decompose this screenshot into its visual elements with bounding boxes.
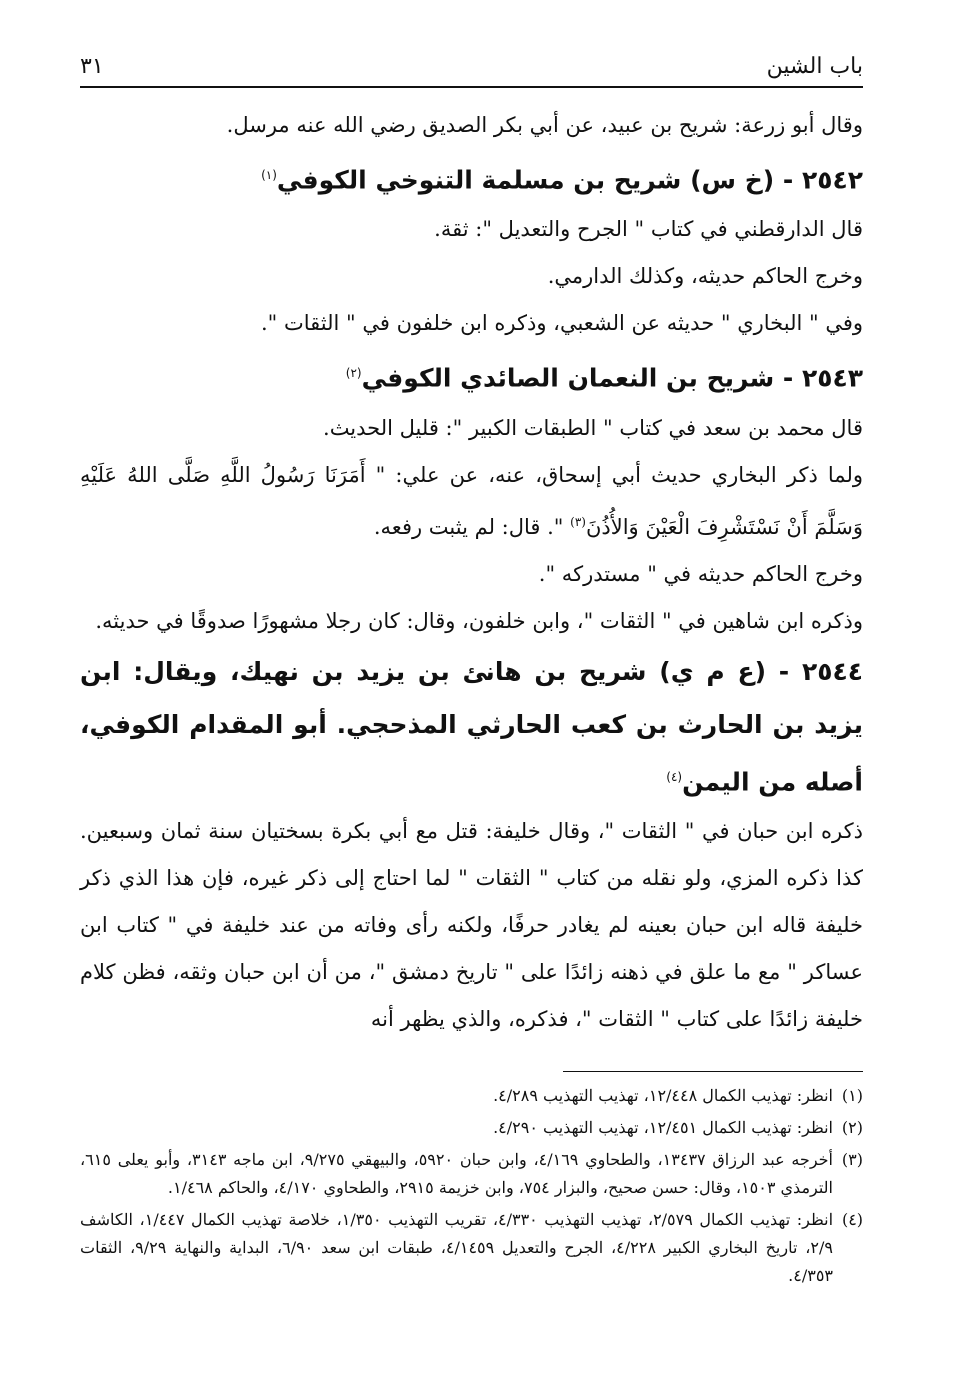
paragraph xyxy=(80,452,863,551)
footnote-number: (٣) xyxy=(841,1149,863,1169)
paragraph: قال محمد بن سعد في كتاب " الطبقات الكبير ": قليل الحديث. xyxy=(323,415,863,440)
footnote-separator xyxy=(563,1071,863,1072)
footnote-number: (٤) xyxy=(841,1209,864,1229)
paragraph: وقال أبو زرعة: شريح بن عبيد، عن أبي بكر الصديق رضي الله عنه مرسل. xyxy=(226,113,863,137)
entry-heading-2542 xyxy=(80,149,863,206)
footnote xyxy=(80,1082,863,1110)
footnote-text: انظر: تهذيب الكمال ١٢/٤٤٨، تهذيب التهذيب ٤/٢٨٩. xyxy=(493,1085,833,1105)
paragraph-text: ولما ذكر البخاري حديث أبي إسحاق، عنه، عن علي: " أَمَرَنَا رَسُولُ اللَّهِ صَلَّى اللهُ عَلَيْهِ وَسَلَّمَ أَنْ نَسْتَشْرِفَ الْعَيْنَ وَالأُذُنَ xyxy=(80,462,863,539)
page-header xyxy=(80,52,863,88)
paragraph: وذكره ابن شاهين في " الثقات "، وابن خلفون، وقال: كان رجلا مشهورًا صدوقًا في حديثه. xyxy=(95,608,863,633)
footnote xyxy=(80,1146,863,1202)
paragraph-text: ". قال: لم يثبت رفعه. xyxy=(373,514,571,539)
paragraph: ذكره ابن حبان في " الثقات "، وقال خليفة: قتل مع أبي بكرة بسختيان سنة ثمان وسبعين. كذا ذكره المزي، ولو نقله من كتاب " الثقات " لما احتاج إلى ذكر غيره، فإن هذا الذي ذكر خليفة قاله ابن حبان بعينه لم يغادر حرفًا، ولكنه رأى وفاته من عند خليفة في " كتاب ابن عساكر " مع ما علق في ذهنه زائدًا على " تاريخ دمشق "، من أن ابن حبان وثقه، فظن كلام خليفة زائدًا على كتاب " الثقات "، فذكره، والذي يظهر أنه xyxy=(80,818,863,1031)
footnote-number: (١) xyxy=(841,1085,863,1105)
paragraph: وخرج الحاكم حديثه في " مستدركه ". xyxy=(538,561,863,586)
footnote-text: انظر: تهذيب الكمال ٢/٥٧٩، تهذيب التهذيب ٤/٣٣٠، تقريب التهذيب ١/٣٥٠، خلاصة تهذيب الكمال ١/٤٤٧، الكاشف ٢/٩، تاريخ البخاري الكبير ٤/٢٢٨، الجرح والتعديل ٤/١٤٥٩، طبقات ابن سعد ٦/٩٠، البداية والنهاية ٩/٢٩، الثقات ٤/٣٥٣. xyxy=(80,1209,834,1285)
paragraph: قال الدارقطني في كتاب " الجرح والتعديل ": ثقة. xyxy=(434,217,863,242)
footnote-ref: (١) xyxy=(261,168,277,182)
footnote-ref: (٢) xyxy=(345,366,362,381)
footnote xyxy=(80,1206,863,1290)
chapter-title: باب الشين xyxy=(766,54,863,79)
footnote xyxy=(80,1114,863,1142)
page-number: ٣١ xyxy=(80,54,104,79)
entry-title: ٢٥٤٣ - شريح بن النعمان الصائدي الكوفي xyxy=(361,363,863,393)
entry-heading-2544 xyxy=(80,645,863,808)
footnote-text: انظر: تهذيب الكمال ١٢/٤٥١، تهذيب التهذيب ٤/٢٩٠. xyxy=(493,1117,833,1137)
paragraph: وخرج الحاكم حديثه، وكذلك الدارمي. xyxy=(547,264,863,289)
entry-heading-2543 xyxy=(80,347,863,404)
paragraph: وفي " البخاري " حديثه عن الشعبي، وذكره ابن خلفون في " الثقات ". xyxy=(260,311,863,336)
entry-title: ٢٥٤٤ - (ع م ي) شريح بن هانئ بن يزيد بن نهيك، ويقال: ابن يزيد بن الحارث بن كعب الحارثي المذحجي. أبو المقدام الكوفي، أصله من اليمن xyxy=(80,656,863,796)
footnote-ref: (٤) xyxy=(666,769,683,784)
entry-title: ٢٥٤٢ - (خ س) شريح بن مسلمة التنوخي الكوفي xyxy=(276,165,863,195)
footnote-ref: (٣) xyxy=(570,514,586,529)
book-page xyxy=(80,52,863,1294)
footnote-number: (٢) xyxy=(841,1117,863,1137)
footnotes xyxy=(80,1082,863,1290)
footnote-text: أخرجه عبد الرزاق ١٣٤٣٧، والطحاوي ٤/١٦٩، وابن حبان ٥٩٢٠، والبيهقي ٩/٢٧٥، ابن ماجه ٣١٤٣، وأبو يعلى ٦١٥، الترمذي ١٥٠٣، وقال: حسن صحيح، والبزار ٧٥٤، وابن خزيمة ٢٩١٥، والطحاوي ٤/١٧٠، والحاكم ١/٤٦٨. xyxy=(80,1149,833,1197)
